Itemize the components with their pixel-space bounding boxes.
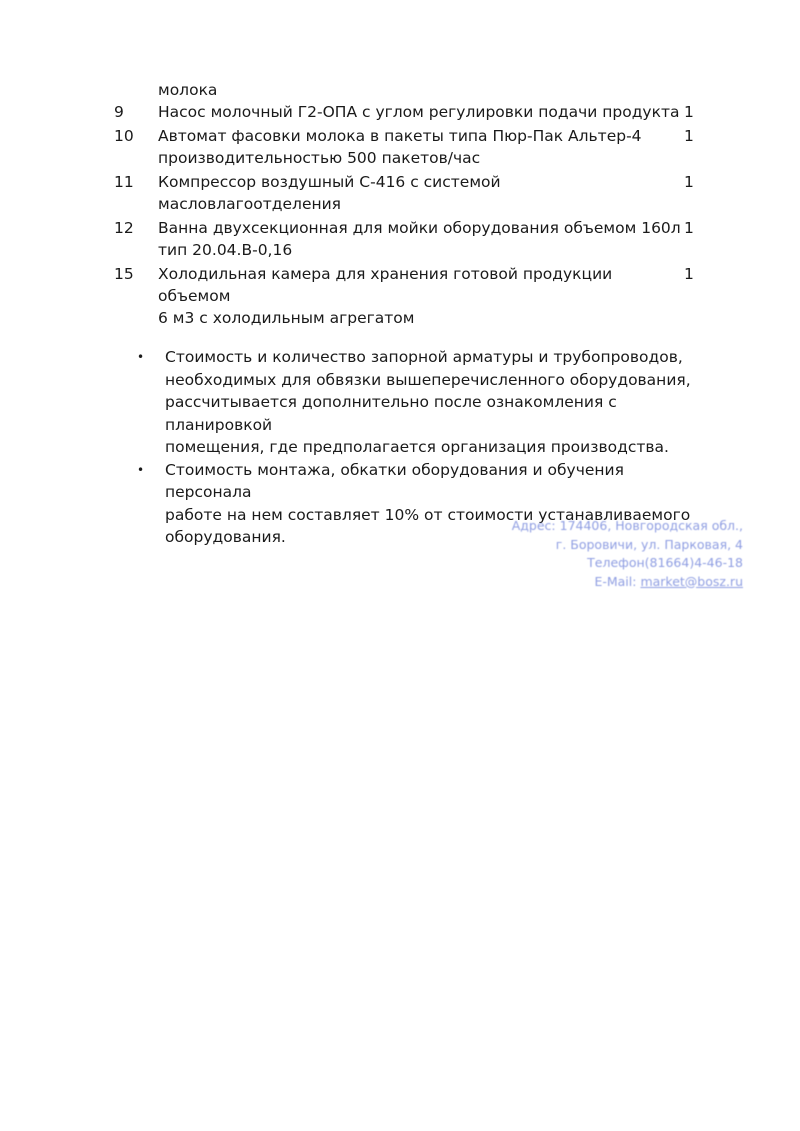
item-description-line: Автомат фасовки молока в пакеты типа Пюр-Пак Альтер-4	[158, 127, 642, 145]
note-line: оборудования.	[165, 528, 286, 546]
item-description	[158, 101, 684, 123]
item-number: 12	[114, 219, 134, 237]
item-number: 11	[114, 173, 134, 191]
item-description-line: производительностью 500 пакетов/час	[158, 149, 481, 167]
item-description-line: Компрессор воздушный С-416 с системой масловлагоотделения	[158, 173, 501, 213]
item-quantity: 1	[684, 219, 694, 237]
item-number: 9	[114, 103, 124, 121]
item-quantity: 1	[684, 265, 694, 283]
phone-line: Телефон(81664)4-46-18	[587, 555, 743, 570]
item-description	[158, 217, 684, 261]
item-description-line: Насос молочный Г2-ОПА с углом регулировки подачи продукта	[158, 103, 680, 121]
equipment-list	[114, 101, 714, 331]
note-line: рассчитывается дополнительно после ознакомления с планировкой	[165, 393, 617, 434]
item-description-line: тип 20.04.В-0,16	[158, 241, 293, 259]
item-description-line: 6 м3 с холодильным агрегатом	[158, 309, 415, 327]
bullet-icon: •	[137, 350, 145, 364]
continued-item-text: молока	[158, 81, 218, 99]
item-description	[158, 263, 684, 329]
item-description	[158, 171, 684, 215]
equipment-row	[114, 125, 714, 169]
email-link[interactable]: market@bosz.ru	[640, 573, 743, 589]
email-label: E-Mail:	[594, 573, 641, 589]
note-line: Стоимость монтажа, обкатки оборудования и обучения персонала	[165, 460, 624, 501]
item-description-line: Ванна двухсекционная для мойки оборудования объемом 160л	[158, 219, 681, 237]
note-line: Стоимость и количество запорной арматуры и трубопроводов,	[165, 348, 683, 366]
note-line: необходимых для обвязки вышеперечисленного оборудования,	[165, 370, 691, 389]
bullet-icon: •	[137, 462, 145, 477]
equipment-row	[114, 171, 714, 215]
item-description-line: Холодильная камера для хранения готовой продукции объемом	[158, 265, 613, 305]
note-line: работе на нем составляет 10% от стоимости устанавливаемого	[165, 505, 691, 524]
item-quantity: 1	[684, 127, 694, 145]
item-number: 10	[114, 127, 134, 145]
item-quantity: 1	[684, 173, 694, 191]
email-line	[443, 573, 743, 592]
item-number: 15	[114, 265, 134, 283]
item-quantity: 1	[684, 103, 694, 121]
note-line: помещения, где предполагается организация производства.	[165, 438, 669, 456]
note-item	[135, 346, 715, 459]
equipment-row	[114, 101, 714, 123]
address-line: г. Боровичи, ул. Парковая, 4	[555, 536, 743, 552]
equipment-row	[114, 263, 714, 329]
equipment-row	[114, 217, 714, 261]
item-description	[158, 125, 684, 169]
note-text	[165, 346, 715, 459]
address-line: Адрес: 174406, Новгородская обл.,	[511, 518, 743, 533]
contact-stamp	[443, 517, 743, 591]
